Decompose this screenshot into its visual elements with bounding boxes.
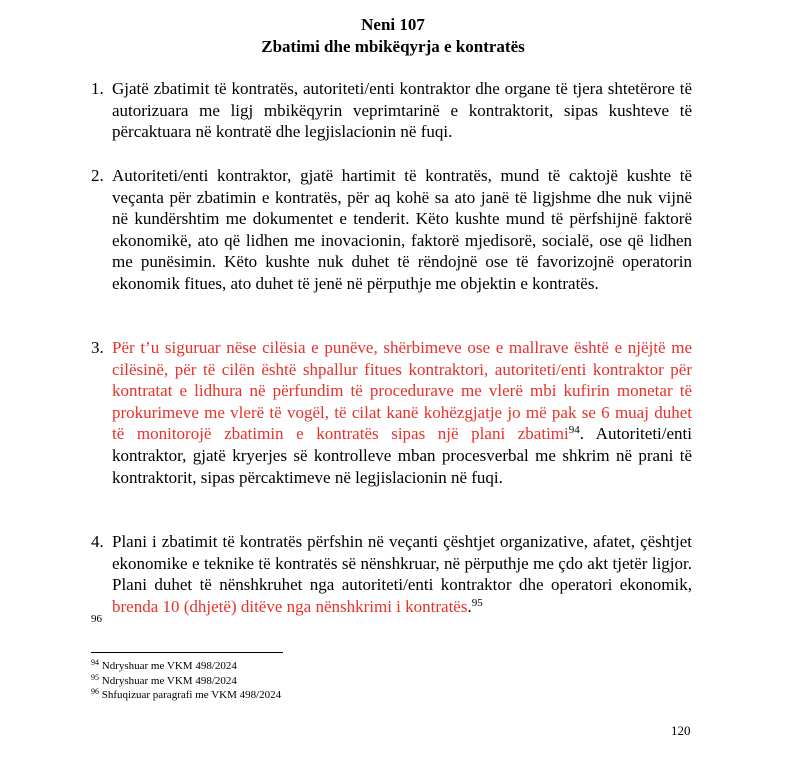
footnote-text: Ndryshuar me VKM 498/2024 <box>101 674 237 687</box>
paragraph-number: 2. <box>91 166 104 185</box>
footnote-number: 95 <box>91 672 99 682</box>
paragraph-3 <box>91 337 692 488</box>
paragraph-text-continued: . Autoriteti/enti kontraktor, gjatë kryerjes së kontrolleve mban procesverbal me shkrim në prani të kontraktorit, sipas përcaktimeve në legjislacionin në fuqi. <box>112 424 692 487</box>
page-number: 120 <box>671 723 691 738</box>
paragraph-2 <box>91 165 692 295</box>
amended-text: brenda 10 (dhjetë) ditëve nga nënshkrimi i kontratës <box>112 596 468 616</box>
paragraph-text: Autoriteti/enti kontraktor, gjatë hartimit të kontratës, mund të caktojë kushte të veçanta për zbatimin e kontratës, për aq kohë sa ato janë të ligjshme dhe nuk vijnë në kundërshtim me dokumentet e tenderit. Këto kushte mund të përfshijnë faktorë ekonomikë, ato që lidhen me inovacionin, faktorë mjedisorë, socialë, ose që lidhen me punësimin. Këto kushte nuk duhet të rëndojnë ose të favorizojnë operatorin ekonomik fitues, ato duhet të jenë në përputhje me objektin e kontratës. <box>112 166 692 293</box>
article-number: Neni 107 <box>361 15 425 34</box>
footnote-ref-95[interactable]: 95 <box>471 596 483 609</box>
footnote-text: Shfuqizuar paragrafi me VKM 498/2024 <box>101 689 282 701</box>
paragraph-text <box>112 531 692 617</box>
paragraph-text: Gjatë zbatimit të kontratës, autoriteti/enti kontraktor dhe organe të tjera shtetërore të autorizuara me ligj mbikëqyrin veprimtarinë e kontraktorit, sipas kushteve të përcaktuara në kontratë dhe legjislacionin në fuqi. <box>112 79 692 142</box>
footnote-text: Ndryshuar me VKM 498/2024 <box>101 660 237 672</box>
footnote-ref-96[interactable]: 96 <box>91 613 102 625</box>
footnote-number: 94 <box>91 658 99 667</box>
article-title: Zbatimi dhe mbikëqyrja e kontratës <box>261 37 525 56</box>
paragraph-4 <box>91 531 692 617</box>
paragraph-1 <box>91 78 692 143</box>
paragraph-text-start: Plani i zbatimit të kontratës përfshin në veçanti çështjet organizative, afatet, çështjet ekonomike e teknike të kontratës së nënshkruar, në përputhje me çdo akt tjetër ligjor. Plani duhet të nënshkruhet nga autoriteti/enti kontraktor dhe operatori ekonomik, <box>112 532 692 595</box>
amended-text: Për t’u siguruar nëse cilësia e punëve, shërbimeve ose e mallrave është e njëjtë me cilësinë, për të cilën është shpallur fitues kontraktori, autoriteti/enti kontraktor për kontratat e lidhura në përfundim të procedurave me vlerë mbi kufirin monetar të prokurimeve me vlerë të vogël, të cilat kanë kohëzgjatje jo më pak se 6 muaj duhet të monitorojë zbatimin e kontratës sipas një plani zbatimi <box>112 338 692 444</box>
footnote-ref-94[interactable]: 94 <box>568 424 580 437</box>
paragraph-number: 3. <box>91 338 104 357</box>
footnote-94 <box>91 659 281 674</box>
footnote-divider <box>91 652 283 653</box>
footnote-95 <box>91 674 281 689</box>
footnote-96 <box>91 688 281 703</box>
footnotes <box>91 659 281 703</box>
paragraph-number: 4. <box>91 532 104 551</box>
paragraph-text-end: . <box>467 596 472 616</box>
footnote-number: 96 <box>91 687 99 696</box>
paragraph-text <box>112 337 692 488</box>
paragraph-number: 1. <box>91 79 104 98</box>
